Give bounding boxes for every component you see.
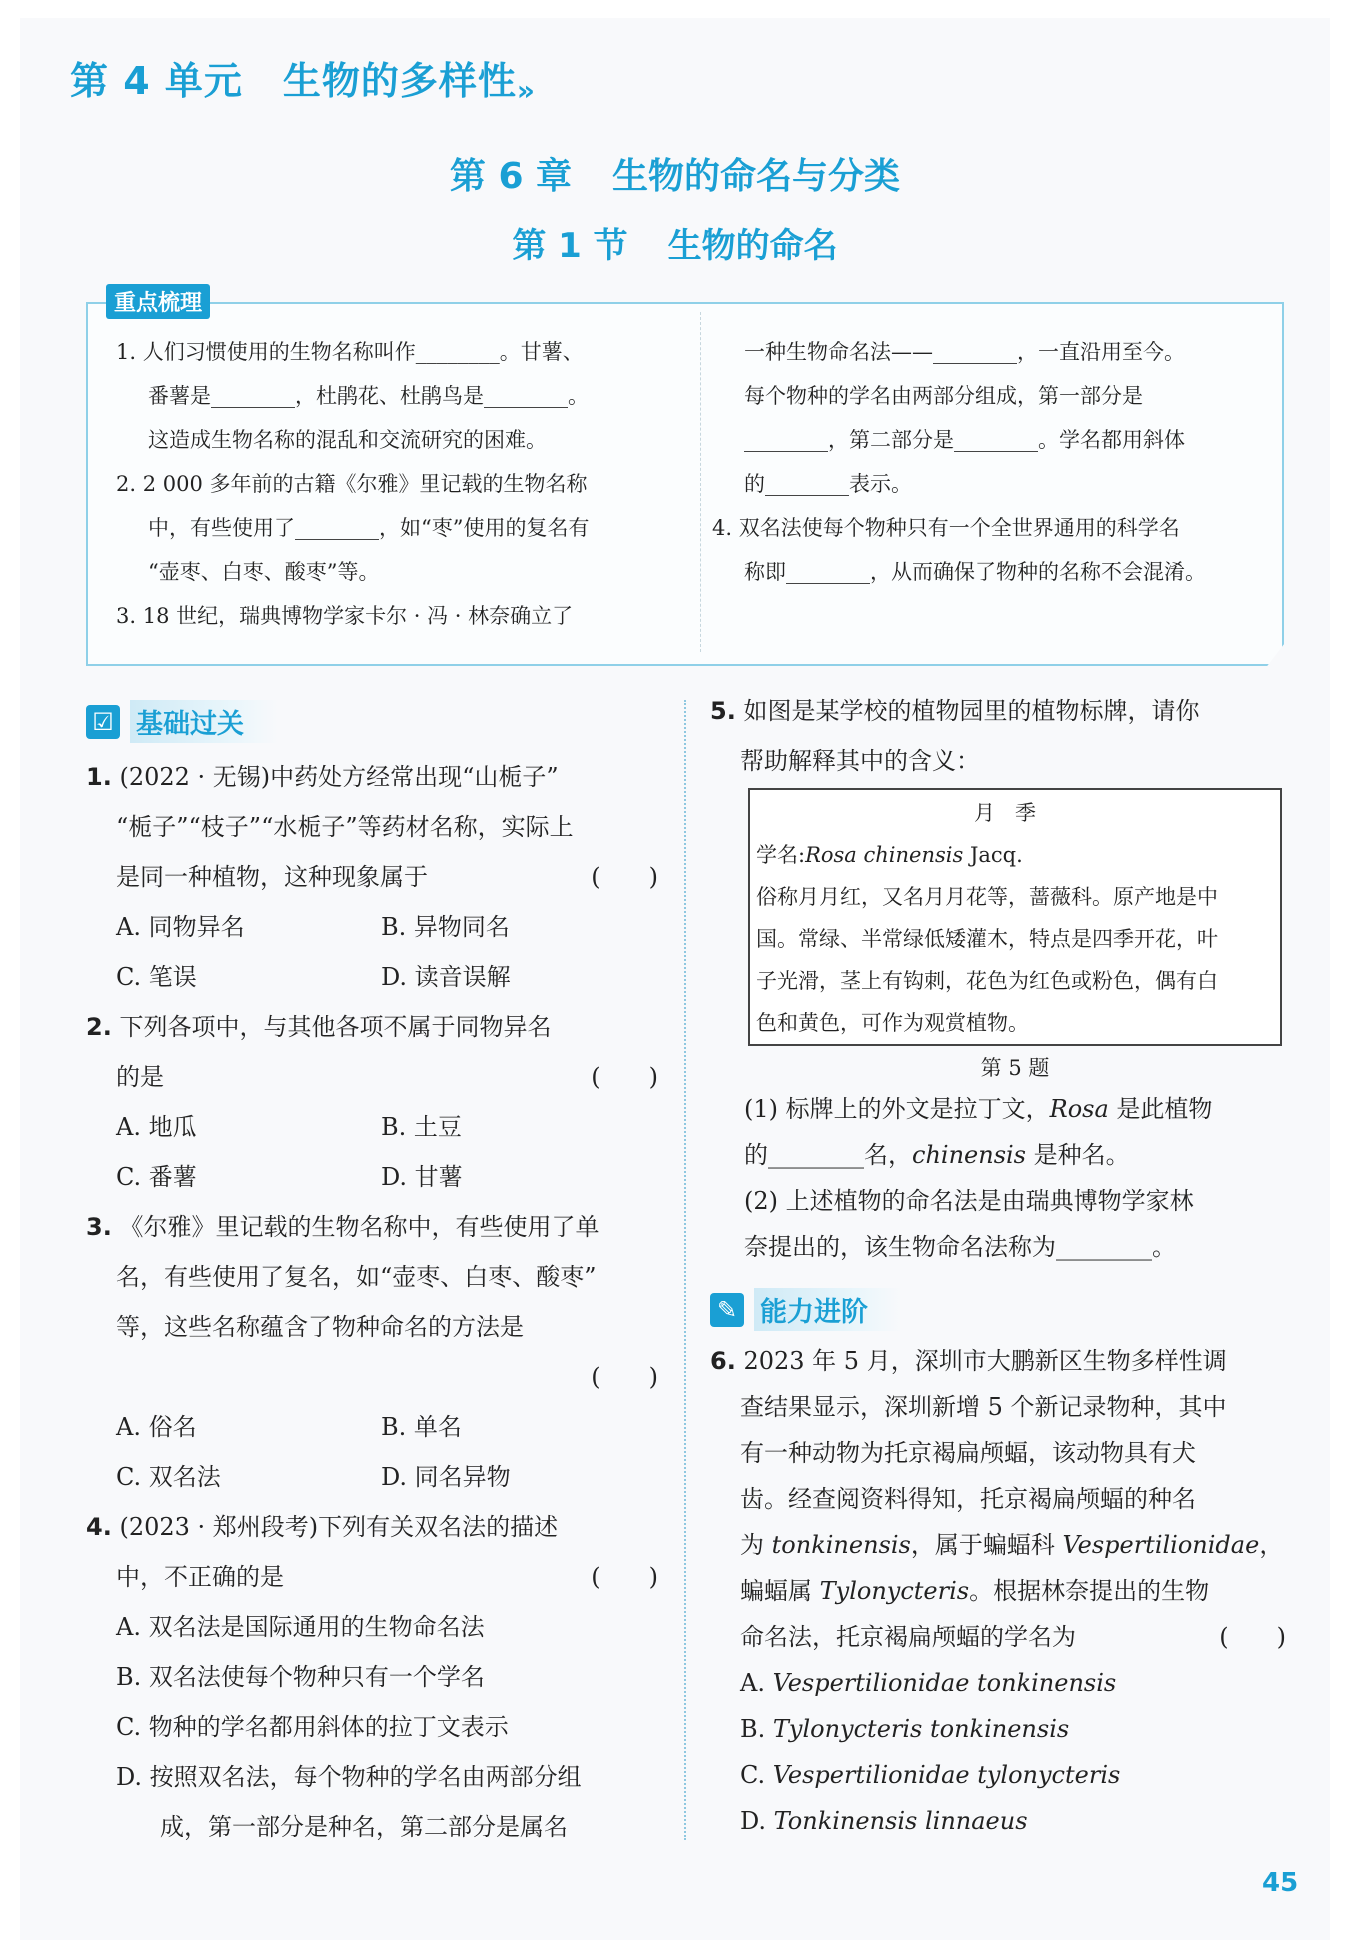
question-text: 等，这些名称蕴含了物种命名的方法是 (116, 1313, 524, 1341)
key-points-right (712, 330, 1272, 594)
question-3 (86, 1202, 662, 1502)
option-c: C. 笔误 (116, 963, 197, 991)
question-text: 下列各项中，与其他各项不属于同物异名 (119, 1013, 552, 1041)
key-line: 的________表示。 (744, 472, 912, 496)
option-a: A. Vespertilionidae tonkinensis (740, 1669, 1117, 1697)
key-line: “壶枣、白枣、酸枣”等。 (148, 560, 380, 584)
section-label: 第 1 节 (512, 226, 628, 266)
pencil-icon: ✎ (710, 1293, 744, 1327)
option-d: D. Tonkinensis linnaeus (740, 1807, 1028, 1835)
option-a: A. 同物异名 (116, 913, 245, 941)
key-line: 一种生物命名法——________，一直沿用至今。 (744, 340, 1185, 364)
option-d: D. 甘薯 (381, 1163, 463, 1191)
advanced-section-title: 能力进阶 (754, 1288, 902, 1331)
answer-paren: ( ) (591, 1363, 658, 1391)
answer-paren: ( ) (1219, 1623, 1286, 1651)
key-points-left (116, 330, 676, 638)
question-text: 帮助解释其中的含义： (740, 747, 980, 775)
key-line: 中，有些使用了________，如“枣”使用的复名有 (148, 516, 590, 540)
checkbox-icon: ☑ (86, 705, 120, 739)
key-line: 2. 2 000 多年前的古籍《尔雅》里记载的生物名称 (116, 472, 588, 496)
question-text: (2022 · 无锡)中药处方经常出现“山栀子” (119, 763, 559, 791)
option-b: B. 双名法使每个物种只有一个学名 (116, 1663, 485, 1691)
question-number: 1. (86, 763, 112, 791)
sub-question-2: 奈提出的，该生物命名法称为________。 (744, 1233, 1176, 1261)
answer-paren: ( ) (591, 1563, 658, 1591)
chapter-name: 生物的命名与分类 (612, 156, 901, 197)
option-d: D. 同名异物 (381, 1463, 511, 1491)
plant-label-card (748, 788, 1282, 1046)
option-b: B. 异物同名 (381, 913, 510, 941)
figure-caption: 第 5 题 (980, 1056, 1050, 1080)
key-line: 每个物种的学名由两部分组成，第一部分是 (744, 384, 1143, 408)
basic-section-header (86, 700, 278, 742)
key-line: 这造成生物名称的混乱和交流研究的困难。 (148, 428, 547, 452)
option-c: C. 双名法 (116, 1463, 221, 1491)
option-a: A. 双名法是国际通用的生物命名法 (116, 1613, 485, 1641)
question-text: 是同一种植物，这种现象属于 (116, 863, 428, 891)
question-4 (86, 1502, 662, 1852)
question-5 (710, 686, 1290, 786)
key-line: 4. 双名法使每个物种只有一个全世界通用的科学名 (712, 516, 1180, 540)
key-line: 1. 人们习惯使用的生物名称叫作________。甘薯、 (116, 340, 584, 364)
answer-paren: ( ) (591, 1063, 658, 1091)
question-text: 名，有些使用了复名，如“壶枣、白枣、酸枣” (116, 1263, 597, 1291)
answer-paren: ( ) (591, 863, 658, 891)
unit-title (70, 50, 536, 107)
option-c: C. 物种的学名都用斜体的拉丁文表示 (116, 1713, 509, 1741)
key-line: 番薯是________，杜鹃花、杜鹃鸟是________。 (148, 384, 589, 408)
chapter-title (0, 148, 1350, 199)
option-d: D. 按照双名法，每个物种的学名由两部分组 (116, 1763, 582, 1791)
option-b: B. Tylonycteris tonkinensis (740, 1715, 1070, 1743)
key-line: 3. 18 世纪，瑞典博物学家卡尔 · 冯 · 林奈确立了 (116, 604, 574, 628)
advanced-section-header (710, 1288, 902, 1330)
section-title (0, 218, 1350, 267)
unit-name: 生物的多样性 (282, 59, 517, 103)
key-points-tag: 重点梳理 (106, 284, 210, 319)
scientific-name: 学名:Rosa chinensis Jacq. (756, 843, 1023, 867)
chevron-right-icon: » (516, 74, 537, 107)
column-divider (684, 700, 686, 1840)
question-number: 5. (710, 697, 736, 725)
option-d: D. 读音误解 (381, 963, 511, 991)
key-line: 称即________，从而确保了物种的名称不会混淆。 (744, 560, 1206, 584)
plant-desc: 色和黄色，可作为观赏植物。 (756, 1011, 1029, 1035)
question-2 (86, 1002, 662, 1202)
page-number: 45 (1262, 1868, 1299, 1898)
option-a: A. 地瓜 (116, 1113, 197, 1141)
plant-desc: 子光滑，茎上有钩刺，花色为红色或粉色，偶有白 (756, 969, 1218, 993)
question-text: 中，不正确的是 (116, 1563, 284, 1591)
question-1 (86, 752, 662, 1002)
sub-question-2: (2) 上述植物的命名法是由瑞典博物学家林 (744, 1187, 1194, 1215)
basic-section-title: 基础过关 (130, 700, 278, 743)
section-name: 生物的命名 (667, 226, 838, 266)
question-text: 《尔雅》里记载的生物名称中，有些使用了单 (119, 1213, 600, 1241)
chapter-label: 第 6 章 (449, 156, 573, 197)
key-points-divider (700, 312, 701, 652)
plant-desc: 国。常绿、半常绿低矮灌木，特点是四季开花，叶 (756, 927, 1218, 951)
question-text: “栀子”“枝子”“水栀子”等药材名称，实际上 (116, 813, 574, 841)
option-b: B. 单名 (381, 1413, 462, 1441)
option-c: C. 番薯 (116, 1163, 197, 1191)
question-number: 4. (86, 1513, 112, 1541)
question-text: 的是 (116, 1063, 164, 1091)
option-a: A. 俗名 (116, 1413, 197, 1441)
question-number: 3. (86, 1213, 112, 1241)
question-text: 如图是某学校的植物园里的植物标牌，请你 (743, 697, 1200, 725)
question-5-subs: (1) 标牌上的外文是拉丁文，Rosa 是此植物 的________名，chinensis 是种名。 (2) 上述植物的命名法是由瑞典博物学家林 奈提出的，该生物命名法称为________。 (744, 1086, 1290, 1270)
question-number: 2. (86, 1013, 112, 1041)
key-line: ________，第二部分是________。学名都用斜体 (744, 428, 1185, 452)
question-text: (2023 · 郑州段考)下列有关双名法的描述 (119, 1513, 559, 1541)
question-6: 6. 2023 年 5 月，深圳市大鹏新区生物多样性调 查结果显示，深圳新增 5 个新记录物种，其中 有一种动物为托京褐扁颅蝠，该动物具有犬 齿。经查阅资料得知，托京褐扁颅蝠的种名 为 tonkinensis，属于蝙蝠科 Vespertilionidae， 蝙蝠属 Tylonycteris。根据林奈提出的生物 命名法，托京褐扁颅蝠的学名为 ( ) A. Vespertilionidae tonkinensis B. Tylonycteris tonkinensis C. Vespertilionidae tylonycteris D. Tonkinensis linnaeus (710, 1338, 1290, 1844)
option-d-cont: 成，第一部分是种名，第二部分是属名 (160, 1813, 568, 1841)
option-b: B. 土豆 (381, 1113, 462, 1141)
plant-desc: 俗称月月红，又名月月花等，蔷薇科。原产地是中 (756, 885, 1218, 909)
unit-label: 第 4 单元 (70, 59, 243, 103)
plant-name: 月季 (974, 801, 1056, 825)
option-c: C. Vespertilionidae tylonycteris (740, 1761, 1121, 1789)
question-number: 6. (710, 1347, 736, 1375)
